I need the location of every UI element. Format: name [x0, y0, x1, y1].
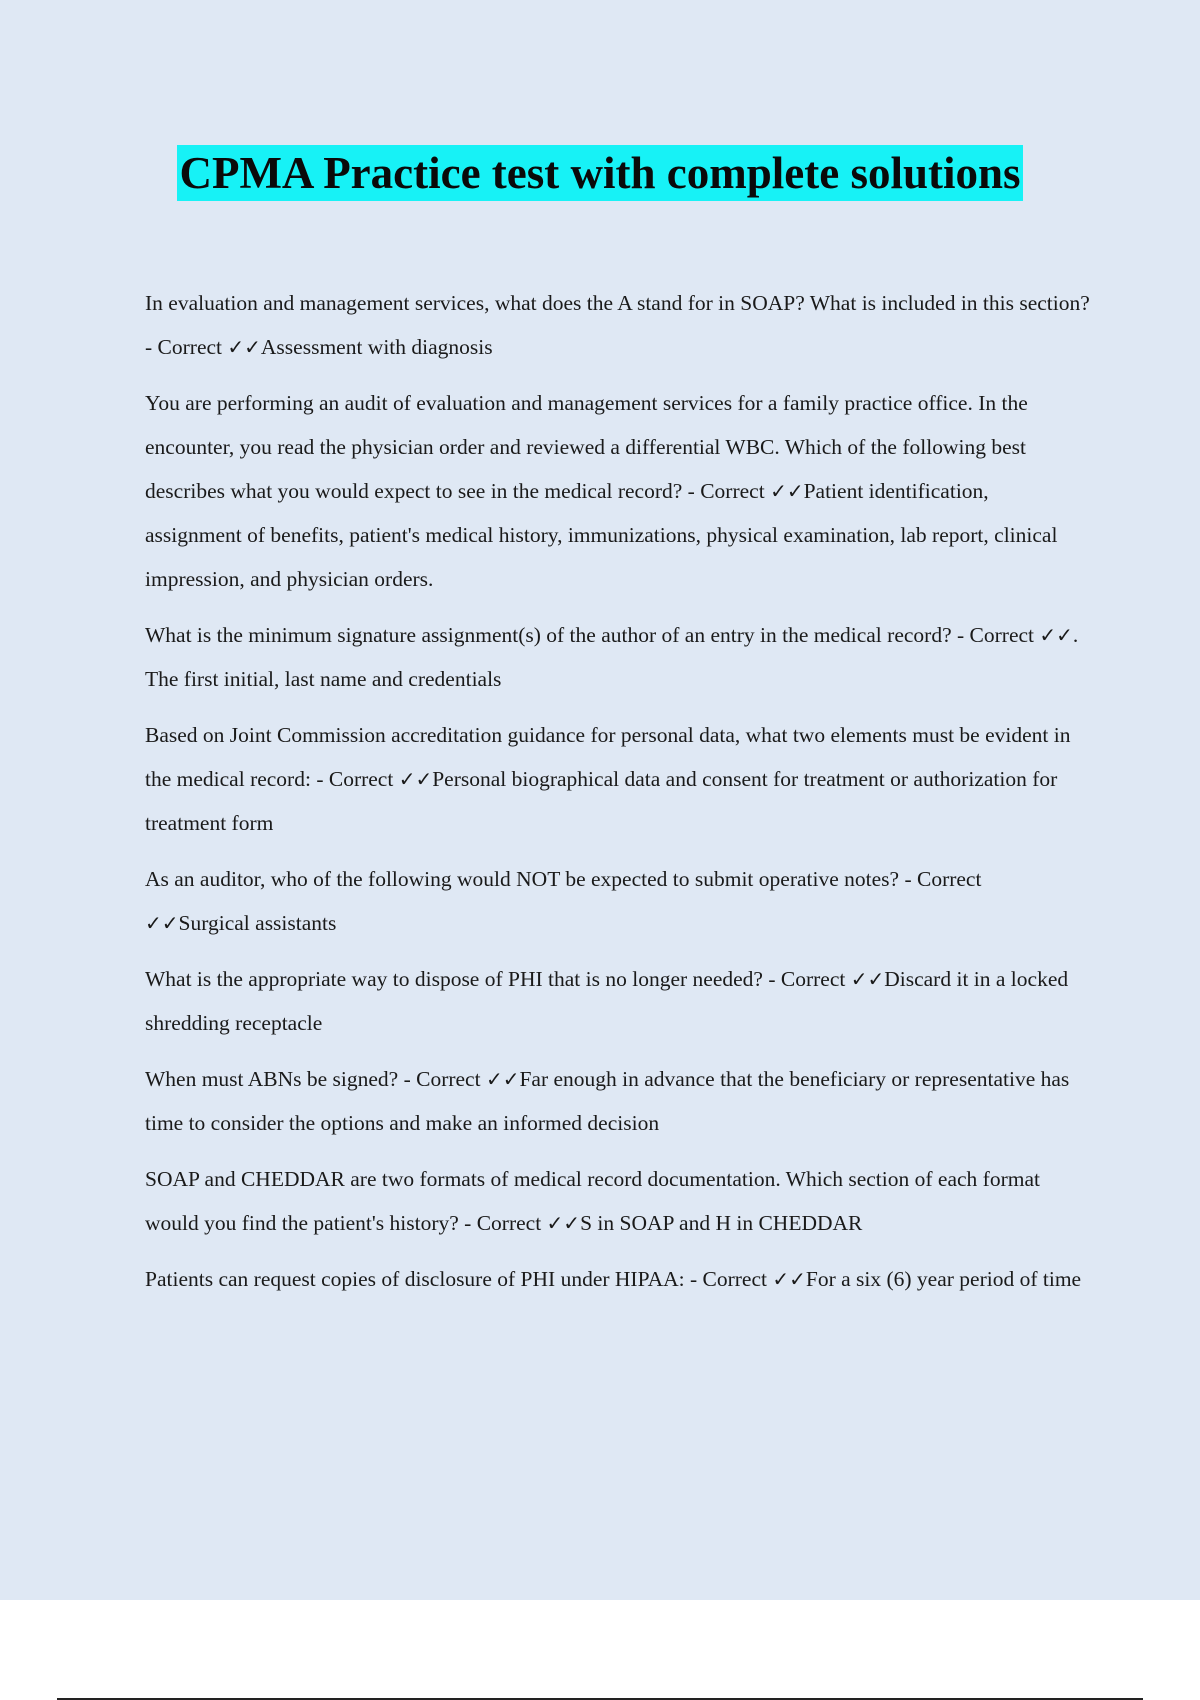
question-text: Based on Joint Commission accreditation guidance for personal data, what two elements must be evident in the medical record: - [145, 723, 1071, 791]
qa-item [145, 957, 1090, 1045]
question-text: When must ABNs be signed? - [145, 1067, 417, 1091]
qa-item [145, 1057, 1090, 1145]
double-check-icon: ✓✓ [772, 1267, 806, 1291]
qa-item [145, 857, 1090, 945]
qa-item [145, 1157, 1090, 1245]
qa-item [145, 1257, 1090, 1301]
question-text: SOAP and CHEDDAR are two formats of medical record documentation. Which section of each format would you find the patient's history? - [145, 1167, 1040, 1235]
double-check-icon: ✓✓ [145, 911, 179, 935]
double-check-icon: ✓✓ [485, 1067, 520, 1091]
qa-item [145, 381, 1090, 601]
qa-item [145, 713, 1090, 845]
qa-item [145, 281, 1090, 369]
correct-label: Correct [964, 623, 1040, 647]
document-title: CPMA Practice test with complete solutions [177, 145, 1022, 201]
correct-label: Correct [328, 767, 399, 791]
qa-item [145, 613, 1090, 701]
question-text: What is the appropriate way to dispose of PHI that is no longer needed? - [145, 967, 781, 991]
question-text: You are performing an audit of evaluation and management services for a family practice office. In the encounter, you read the physician order and reviewed a differential WBC. Which of the following best describes what you would expect to see in the medical record? - [145, 391, 1028, 503]
answer-text: S in SOAP and H in CHEDDAR [580, 1211, 863, 1235]
correct-label: Correct [476, 1211, 547, 1235]
correct-label: Correct [911, 867, 982, 891]
question-text: As an auditor, who of the following would NOT be expected to submit operative notes? - [145, 867, 912, 891]
title-block [0, 145, 1200, 201]
double-check-icon: ✓✓ [770, 479, 804, 503]
question-text: In evaluation and management services, what does the A stand for in SOAP? What is included in this section? - [145, 291, 1090, 359]
correct-label: Correct [416, 1067, 486, 1091]
double-check-icon: ✓✓ [850, 967, 885, 991]
answer-text: Discard it in a locked shredding receptacle [145, 967, 1069, 1035]
correct-label: Correct [157, 335, 228, 359]
double-check-icon: ✓✓ [1039, 623, 1073, 647]
double-check-icon: ✓✓ [398, 767, 433, 791]
answer-text: Patient identification, assignment of benefits, patient's medical history, immunizations, physical examination, lab report, clinical impression, and physician orders. [145, 479, 1058, 591]
answer-text: Personal biographical data and consent for treatment or authorization for treatment form [145, 767, 1058, 835]
double-check-icon: ✓✓ [227, 335, 261, 359]
answer-text: . The first initial, last name and credentials [145, 623, 1079, 691]
answer-text: For a six (6) year period of time [805, 1267, 1082, 1291]
correct-label: Correct [702, 1267, 773, 1291]
answer-text: Far enough in advance that the beneficiary or representative has time to consider the options and make an informed decision [145, 1067, 1070, 1135]
question-text: What is the minimum signature assignment(s) of the author of an entry in the medical record? - [145, 623, 965, 647]
correct-label: Correct [700, 479, 771, 503]
correct-label: Correct [780, 967, 851, 991]
answer-text: Assessment with diagnosis [260, 335, 493, 359]
answer-text: Surgical assistants [178, 911, 337, 935]
qa-list [145, 281, 1090, 1313]
question-text: Patients can request copies of disclosure of PHI under HIPAA: - [145, 1267, 703, 1291]
double-check-icon: ✓✓ [546, 1211, 581, 1235]
